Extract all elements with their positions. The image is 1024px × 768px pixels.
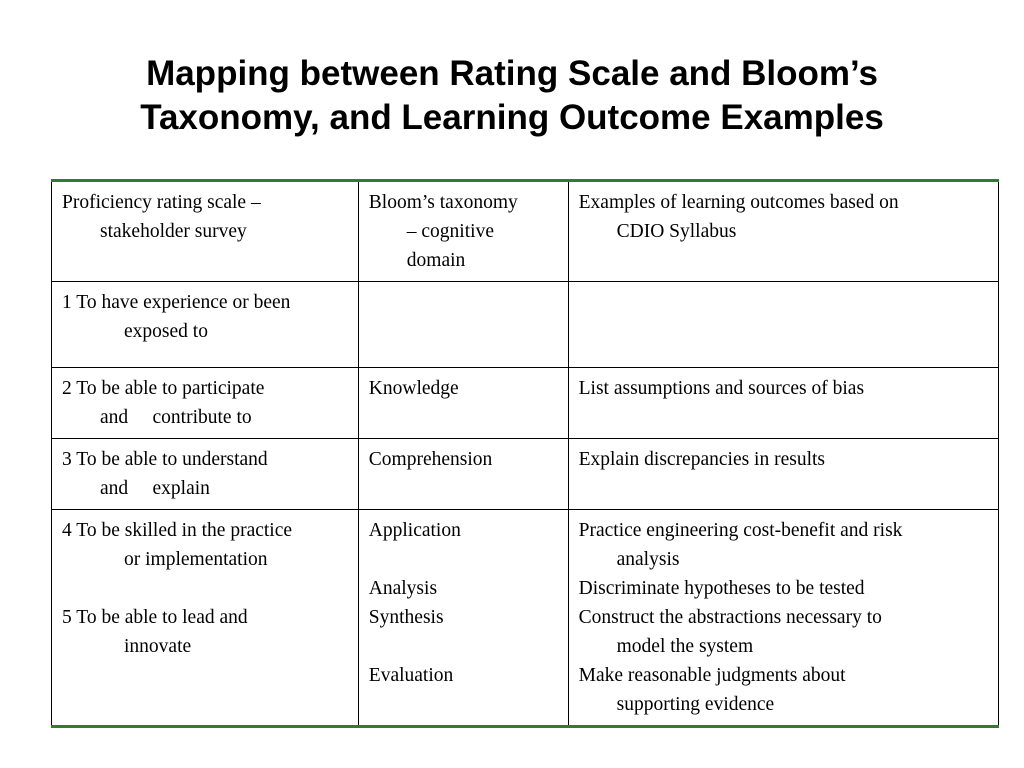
cell-text: analysis <box>616 549 680 570</box>
cell-text: model the system <box>616 636 754 657</box>
cell-text: exposed to <box>124 321 208 342</box>
header-cell-rating-scale <box>52 181 359 282</box>
header-cell-learning-outcomes <box>568 181 998 282</box>
taxonomy-cell <box>358 510 568 727</box>
cell-text: 5 To be able to lead and <box>62 607 248 628</box>
header-text: Proficiency rating scale – <box>62 192 261 213</box>
taxonomy-cell <box>358 439 568 510</box>
cell-text: innovate <box>124 636 192 657</box>
rating-cell <box>52 368 359 439</box>
mapping-table <box>51 179 999 728</box>
table-row <box>52 439 999 510</box>
taxonomy-cell <box>358 282 568 368</box>
slide-title-line-2: Taxonomy, and Learning Outcome Examples <box>140 98 884 137</box>
table-row <box>52 282 999 368</box>
table-header-row <box>52 181 999 282</box>
cell-text: and contribute to <box>100 407 252 428</box>
slide-title-line-1: Mapping between Rating Scale and Bloom’s <box>146 54 878 93</box>
cell-text: 4 To be skilled in the practice <box>62 520 293 541</box>
cell-text: List assumptions and sources of bias <box>578 378 865 399</box>
spacer <box>62 574 348 603</box>
cell-text: Construct the abstractions necessary to <box>578 607 882 628</box>
header-text: domain <box>406 250 466 271</box>
header-cell-blooms-taxonomy <box>358 181 568 282</box>
cell-text: 3 To be able to understand <box>62 449 268 470</box>
header-text: stakeholder survey <box>100 221 247 242</box>
spacer <box>369 545 558 574</box>
outcome-cell <box>568 368 998 439</box>
outcome-cell <box>568 439 998 510</box>
rating-cell <box>52 439 359 510</box>
taxonomy-cell <box>358 368 568 439</box>
header-text: CDIO Syllabus <box>616 221 737 242</box>
cell-text: Analysis <box>368 578 438 599</box>
cell-text: Comprehension <box>368 449 493 470</box>
rating-cell <box>52 510 359 727</box>
slide-title <box>0 52 1024 140</box>
cell-text: Evaluation <box>368 665 454 686</box>
cell-text: 2 To be able to participate <box>62 378 265 399</box>
outcome-cell <box>568 510 998 727</box>
outcome-cell <box>568 282 998 368</box>
cell-text: Explain discrepancies in results <box>578 449 826 470</box>
table-row <box>52 510 999 727</box>
header-text: Examples of learning outcomes based on <box>578 192 899 213</box>
cell-text: or implementation <box>124 549 268 570</box>
cell-text: Synthesis <box>368 607 444 628</box>
cell-text: 1 To have experience or been <box>62 292 291 313</box>
cell-text: supporting evidence <box>616 694 775 715</box>
header-text: Bloom’s taxonomy <box>368 192 518 213</box>
cell-text: and explain <box>100 478 210 499</box>
table-row <box>52 368 999 439</box>
cell-text: Make reasonable judgments about <box>578 665 846 686</box>
cell-text: Practice engineering cost-benefit and risk <box>578 520 903 541</box>
rating-cell <box>52 282 359 368</box>
spacer <box>369 632 558 661</box>
cell-text: Application <box>368 520 461 541</box>
cell-text: Knowledge <box>368 378 459 399</box>
header-text: – cognitive <box>406 221 494 242</box>
cell-text: Discriminate hypotheses to be tested <box>578 578 865 599</box>
